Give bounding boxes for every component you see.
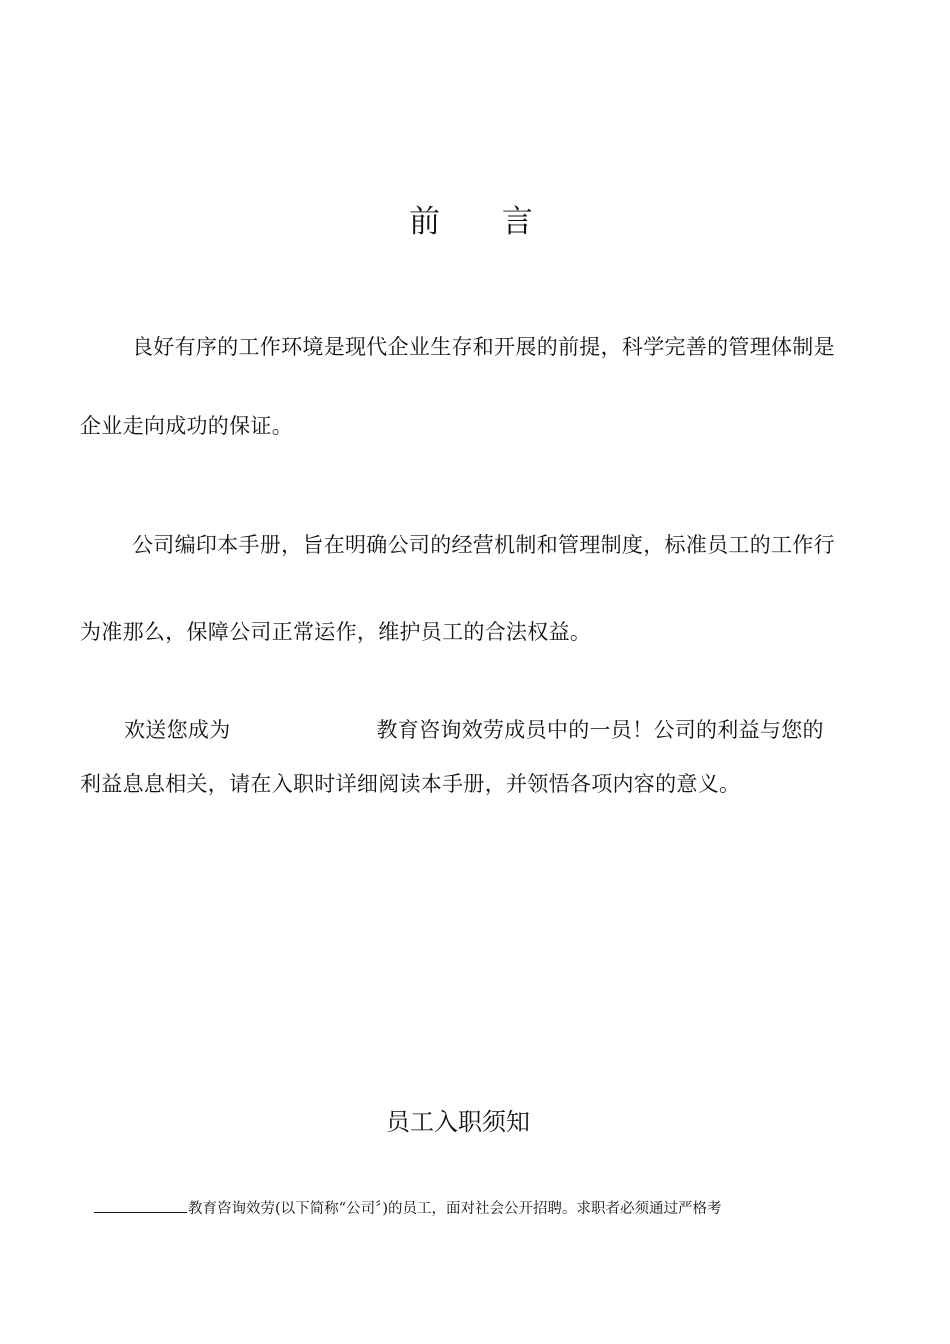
preface-paragraph-3-rest: 教育咨询效劳成员中的一员！公司的利益与您的利益息息相关，请在入职时详细阅读本手册，并领悟各项内容的意义。 [80, 718, 824, 796]
preface-paragraph-3 [80, 703, 842, 811]
preface-paragraph-2: 公司编印本手册，旨在明确公司的经营机制和管理制度，标准员工的工作行为准那么，保障公司正常运作，维护员工的合法权益。 [80, 533, 835, 644]
onboarding-title: 员工入职须知 [386, 1108, 530, 1136]
preface-paragraph-3-start: 欢送您成为 [124, 718, 231, 742]
onboarding-first-line [94, 1196, 854, 1220]
preface-paragraph-1: 良好有序的工作环境是现代企业生存和开展的前提，科学完善的管理体制是企业走向成功的保证。 [80, 335, 835, 438]
company-name-underline [94, 1196, 187, 1213]
preface-title: 前 言 [409, 204, 559, 240]
onboarding-first-line-text: 教育咨询效劳(以下简称“公司〞)的员工，面对社会公开招聘。求职者必须通过严格考 [188, 1201, 722, 1217]
